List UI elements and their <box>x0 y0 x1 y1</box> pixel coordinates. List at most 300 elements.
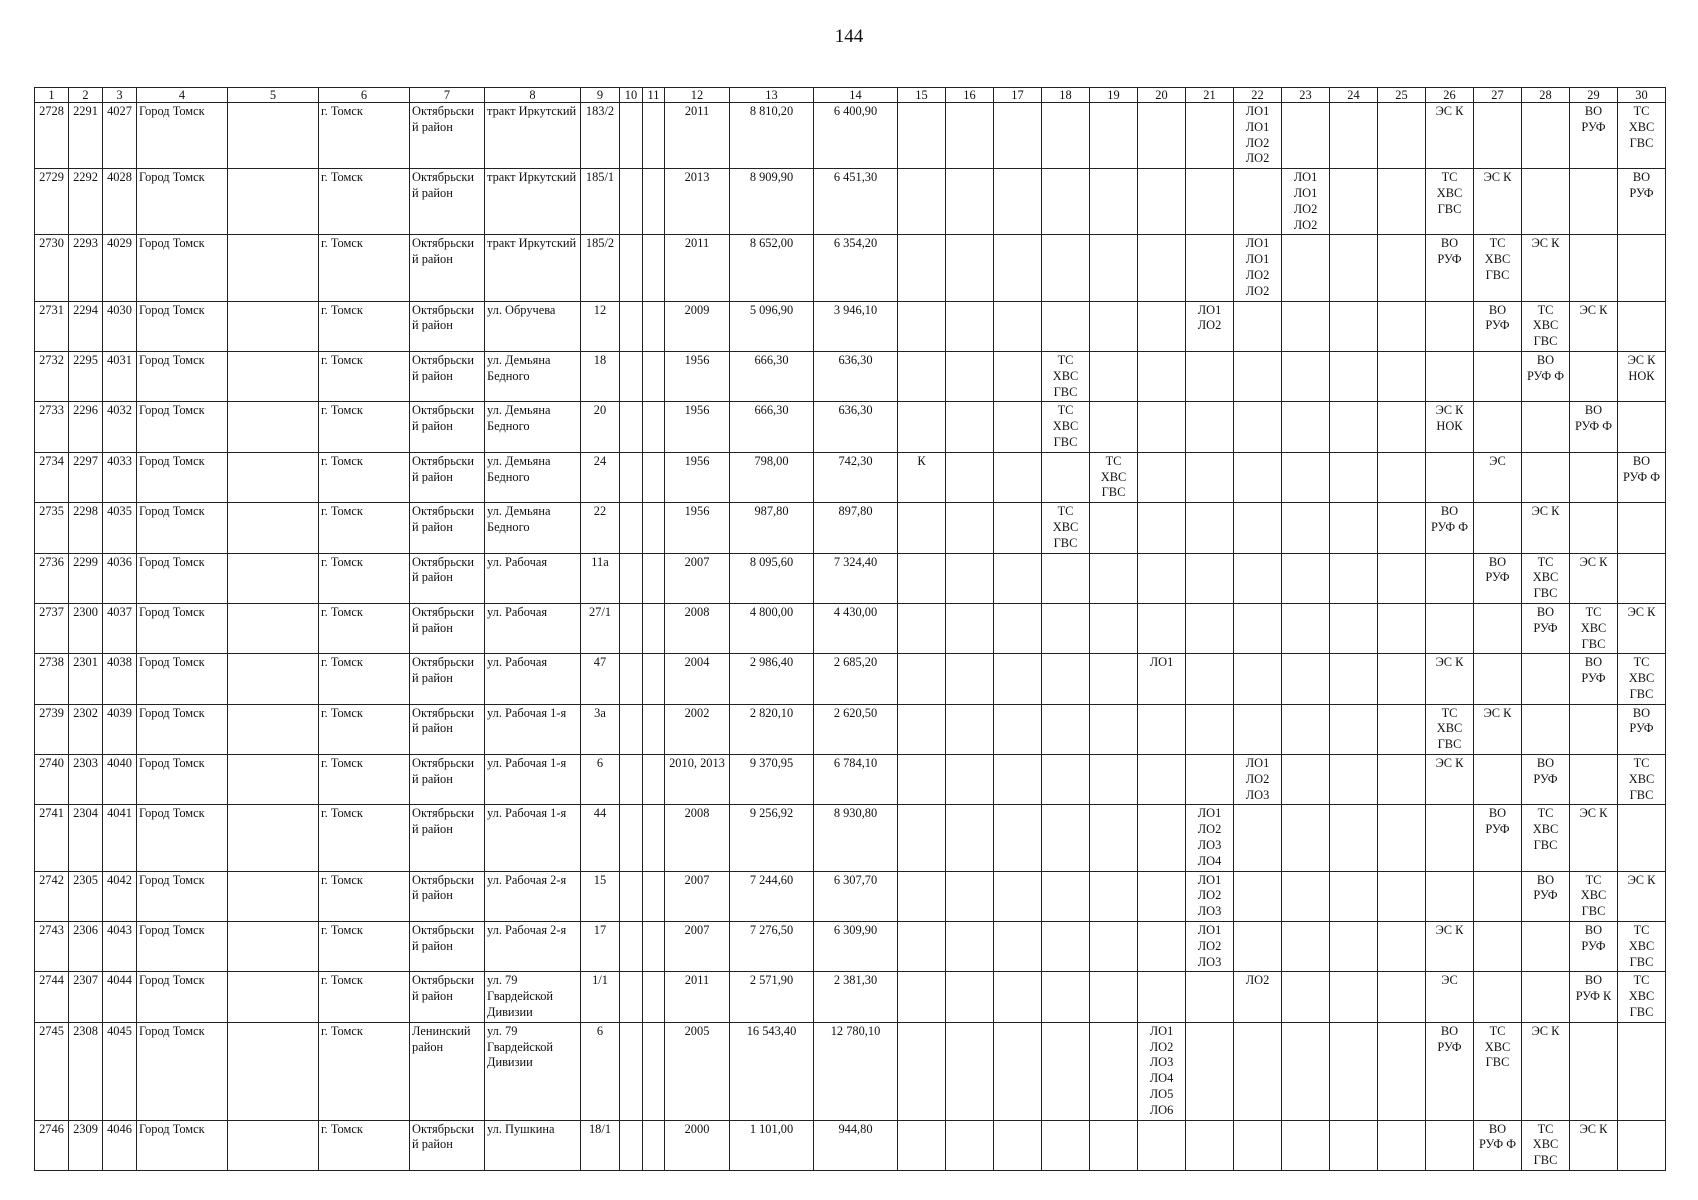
cell-col-23 <box>1282 603 1330 653</box>
cell-c11 <box>643 871 665 921</box>
cell-col-25 <box>1378 1022 1426 1120</box>
cell-col-16 <box>946 805 994 871</box>
cell-col-23 <box>1282 351 1330 401</box>
cell-year: 2008 <box>665 603 730 653</box>
cell-col-29: ЭС К <box>1570 301 1618 351</box>
cell-code: 4027 <box>103 103 137 169</box>
table-row <box>35 972 1666 1022</box>
cell-municipality: Город Томск <box>137 755 228 805</box>
cell-area-living: 742,30 <box>814 452 898 502</box>
table-row <box>35 235 1666 301</box>
cell-code: 4044 <box>103 972 137 1022</box>
cell-col-27 <box>1474 871 1522 921</box>
cell-col-29: ВО РУФ <box>1570 922 1618 972</box>
cell-street: ул. Пушкина <box>485 1120 581 1170</box>
column-header-3: 3 <box>103 88 137 103</box>
cell-municipality: Город Томск <box>137 553 228 603</box>
cell-col-19 <box>1090 603 1138 653</box>
column-header-22: 22 <box>1234 88 1282 103</box>
column-header-13: 13 <box>730 88 814 103</box>
cell-code: 4032 <box>103 402 137 452</box>
cell-district: Октябрьски й район <box>410 805 485 871</box>
cell-col-19 <box>1090 553 1138 603</box>
cell-year: 2011 <box>665 972 730 1022</box>
cell-col-16 <box>946 301 994 351</box>
cell-col-18 <box>1042 1120 1090 1170</box>
cell-col-16 <box>946 755 994 805</box>
cell-col-21: ЛО1 ЛО2 ЛО3 <box>1186 922 1234 972</box>
cell-col-28: ВО РУФ <box>1522 871 1570 921</box>
cell-reg: 2293 <box>69 235 103 301</box>
cell-col-23 <box>1282 704 1330 754</box>
cell-col-22: ЛО1 ЛО2 ЛО3 <box>1234 755 1282 805</box>
cell-col-23 <box>1282 301 1330 351</box>
cell-c11 <box>643 972 665 1022</box>
cell-c10 <box>620 972 643 1022</box>
cell-col-26 <box>1426 805 1474 871</box>
cell-col-17 <box>994 103 1042 169</box>
cell-year: 2007 <box>665 871 730 921</box>
cell-col-26 <box>1426 301 1474 351</box>
cell-col-23 <box>1282 503 1330 553</box>
cell-c10 <box>620 235 643 301</box>
cell-c5 <box>228 805 319 871</box>
cell-col-28: ВО РУФ <box>1522 755 1570 805</box>
column-header-8: 8 <box>485 88 581 103</box>
cell-col-18 <box>1042 922 1090 972</box>
cell-district: Ленинский район <box>410 1022 485 1120</box>
cell-house: 18/1 <box>581 1120 620 1170</box>
cell-c5 <box>228 351 319 401</box>
cell-col-19 <box>1090 103 1138 169</box>
cell-code: 4040 <box>103 755 137 805</box>
cell-col-30 <box>1618 402 1666 452</box>
cell-col-26: ЭС К НОК <box>1426 402 1474 452</box>
cell-c5 <box>228 169 319 235</box>
cell-col-19 <box>1090 704 1138 754</box>
cell-col-22 <box>1234 805 1282 871</box>
cell-c11 <box>643 922 665 972</box>
cell-col-21 <box>1186 603 1234 653</box>
cell-col-22 <box>1234 553 1282 603</box>
cell-reg: 2309 <box>69 1120 103 1170</box>
cell-col-20 <box>1138 103 1186 169</box>
cell-municipality: Город Томск <box>137 972 228 1022</box>
cell-col-22 <box>1234 452 1282 502</box>
cell-street: ул. Демьяна Бедного <box>485 402 581 452</box>
cell-municipality: Город Томск <box>137 704 228 754</box>
cell-c5 <box>228 452 319 502</box>
cell-c10 <box>620 553 643 603</box>
cell-street: ул. Рабочая 1-я <box>485 755 581 805</box>
cell-col-25 <box>1378 654 1426 704</box>
cell-col-19 <box>1090 351 1138 401</box>
cell-c10 <box>620 351 643 401</box>
cell-col-17 <box>994 503 1042 553</box>
cell-area-total: 7 244,60 <box>730 871 814 921</box>
cell-col-29: ВО РУФ <box>1570 103 1618 169</box>
cell-house: 24 <box>581 452 620 502</box>
cell-col-22 <box>1234 1022 1282 1120</box>
cell-col-16 <box>946 169 994 235</box>
cell-col-19 <box>1090 654 1138 704</box>
cell-city: г. Томск <box>319 503 410 553</box>
cell-year: 2007 <box>665 922 730 972</box>
cell-col-28: ТС ХВС ГВС <box>1522 553 1570 603</box>
cell-c10 <box>620 1120 643 1170</box>
cell-col-22: ЛО1 ЛО1 ЛО2 ЛО2 <box>1234 235 1282 301</box>
cell-col-16 <box>946 871 994 921</box>
cell-col-20 <box>1138 503 1186 553</box>
cell-street: тракт Иркутский <box>485 235 581 301</box>
cell-house: 22 <box>581 503 620 553</box>
cell-col-24 <box>1330 452 1378 502</box>
cell-house: 11а <box>581 553 620 603</box>
cell-col-21 <box>1186 169 1234 235</box>
cell-col-15 <box>898 103 946 169</box>
cell-col-26: ТС ХВС ГВС <box>1426 704 1474 754</box>
cell-c5 <box>228 972 319 1022</box>
cell-col-30: ЭС К <box>1618 871 1666 921</box>
cell-c10 <box>620 922 643 972</box>
column-header-26: 26 <box>1426 88 1474 103</box>
cell-col-27 <box>1474 922 1522 972</box>
cell-col-28: ВО РУФ Ф <box>1522 351 1570 401</box>
cell-col-15 <box>898 704 946 754</box>
cell-house: 15 <box>581 871 620 921</box>
cell-col-25 <box>1378 402 1426 452</box>
cell-col-26: ЭС К <box>1426 922 1474 972</box>
cell-col-20 <box>1138 553 1186 603</box>
cell-col-27: ТС ХВС ГВС <box>1474 235 1522 301</box>
cell-house: 27/1 <box>581 603 620 653</box>
cell-col-15 <box>898 235 946 301</box>
cell-street: ул. Обручева <box>485 301 581 351</box>
cell-col-25 <box>1378 235 1426 301</box>
cell-municipality: Город Томск <box>137 1120 228 1170</box>
cell-col-24 <box>1330 755 1378 805</box>
cell-col-18 <box>1042 654 1090 704</box>
cell-col-21 <box>1186 1120 1234 1170</box>
column-header-10: 10 <box>620 88 643 103</box>
cell-municipality: Город Томск <box>137 654 228 704</box>
cell-col-18 <box>1042 871 1090 921</box>
cell-col-15 <box>898 169 946 235</box>
cell-col-21: ЛО1 ЛО2 ЛО3 <box>1186 871 1234 921</box>
cell-col-27: ВО РУФ <box>1474 301 1522 351</box>
cell-c11 <box>643 704 665 754</box>
cell-c10 <box>620 603 643 653</box>
cell-col-15 <box>898 503 946 553</box>
cell-col-28 <box>1522 922 1570 972</box>
column-header-17: 17 <box>994 88 1042 103</box>
cell-district: Октябрьски й район <box>410 922 485 972</box>
cell-col-22 <box>1234 351 1282 401</box>
cell-col-23 <box>1282 1120 1330 1170</box>
cell-area-living: 2 381,30 <box>814 972 898 1022</box>
cell-col-28: ЭС К <box>1522 503 1570 553</box>
cell-col-20 <box>1138 235 1186 301</box>
cell-c5 <box>228 922 319 972</box>
cell-reg: 2307 <box>69 972 103 1022</box>
cell-col-15 <box>898 654 946 704</box>
cell-district: Октябрьски й район <box>410 704 485 754</box>
cell-house: 6 <box>581 1022 620 1120</box>
cell-col-17 <box>994 654 1042 704</box>
cell-c5 <box>228 553 319 603</box>
cell-house: 185/1 <box>581 169 620 235</box>
cell-col-23 <box>1282 972 1330 1022</box>
cell-col-21 <box>1186 704 1234 754</box>
cell-col-26: ЭС К <box>1426 755 1474 805</box>
column-header-23: 23 <box>1282 88 1330 103</box>
cell-col-21 <box>1186 235 1234 301</box>
cell-street: ул. 79 Гвардейской Дивизии <box>485 972 581 1022</box>
cell-id: 2741 <box>35 805 69 871</box>
cell-col-30: ВО РУФ <box>1618 704 1666 754</box>
cell-col-25 <box>1378 452 1426 502</box>
table-row <box>35 169 1666 235</box>
cell-area-living: 12 780,10 <box>814 1022 898 1120</box>
cell-code: 4041 <box>103 805 137 871</box>
cell-col-18 <box>1042 301 1090 351</box>
cell-year: 2011 <box>665 103 730 169</box>
cell-col-25 <box>1378 871 1426 921</box>
cell-col-16 <box>946 503 994 553</box>
cell-col-30: ТС ХВС ГВС <box>1618 654 1666 704</box>
cell-col-22 <box>1234 301 1282 351</box>
cell-area-living: 6 451,30 <box>814 169 898 235</box>
cell-col-17 <box>994 1022 1042 1120</box>
cell-city: г. Томск <box>319 805 410 871</box>
cell-col-28 <box>1522 704 1570 754</box>
cell-col-27: ЭС К <box>1474 169 1522 235</box>
cell-col-27 <box>1474 654 1522 704</box>
cell-col-24 <box>1330 972 1378 1022</box>
cell-col-25 <box>1378 922 1426 972</box>
cell-c11 <box>643 1120 665 1170</box>
cell-municipality: Город Томск <box>137 235 228 301</box>
cell-reg: 2304 <box>69 805 103 871</box>
cell-house: 47 <box>581 654 620 704</box>
cell-col-27: ТС ХВС ГВС <box>1474 1022 1522 1120</box>
cell-municipality: Город Томск <box>137 351 228 401</box>
cell-col-16 <box>946 452 994 502</box>
cell-col-22 <box>1234 1120 1282 1170</box>
cell-city: г. Томск <box>319 1022 410 1120</box>
cell-area-living: 636,30 <box>814 351 898 401</box>
page-number: 144 <box>834 26 864 47</box>
cell-col-23 <box>1282 1022 1330 1120</box>
cell-c5 <box>228 755 319 805</box>
cell-area-living: 6 309,90 <box>814 922 898 972</box>
cell-col-24 <box>1330 553 1378 603</box>
cell-col-24 <box>1330 503 1378 553</box>
cell-reg: 2303 <box>69 755 103 805</box>
cell-house: 44 <box>581 805 620 871</box>
cell-col-25 <box>1378 1120 1426 1170</box>
cell-street: ул. Рабочая <box>485 603 581 653</box>
cell-col-25 <box>1378 603 1426 653</box>
cell-col-27 <box>1474 503 1522 553</box>
cell-col-17 <box>994 301 1042 351</box>
cell-c11 <box>643 103 665 169</box>
cell-col-30: ЭС К НОК <box>1618 351 1666 401</box>
cell-col-21 <box>1186 972 1234 1022</box>
cell-area-living: 6 354,20 <box>814 235 898 301</box>
cell-city: г. Томск <box>319 169 410 235</box>
column-header-12: 12 <box>665 88 730 103</box>
cell-area-living: 2 685,20 <box>814 654 898 704</box>
cell-col-16 <box>946 103 994 169</box>
cell-col-15 <box>898 805 946 871</box>
table-row <box>35 1022 1666 1120</box>
cell-col-15: К <box>898 452 946 502</box>
table-row <box>35 603 1666 653</box>
cell-col-21 <box>1186 654 1234 704</box>
column-header-21: 21 <box>1186 88 1234 103</box>
cell-col-19 <box>1090 805 1138 871</box>
cell-col-16 <box>946 654 994 704</box>
cell-c11 <box>643 755 665 805</box>
cell-area-living: 6 400,90 <box>814 103 898 169</box>
cell-area-total: 8 909,90 <box>730 169 814 235</box>
cell-area-total: 2 571,90 <box>730 972 814 1022</box>
column-header-1: 1 <box>35 88 69 103</box>
cell-district: Октябрьски й район <box>410 871 485 921</box>
cell-col-20 <box>1138 603 1186 653</box>
cell-col-21 <box>1186 351 1234 401</box>
cell-id: 2729 <box>35 169 69 235</box>
cell-col-22 <box>1234 603 1282 653</box>
cell-city: г. Томск <box>319 103 410 169</box>
cell-district: Октябрьски й район <box>410 1120 485 1170</box>
cell-district: Октябрьски й район <box>410 301 485 351</box>
cell-col-26 <box>1426 351 1474 401</box>
cell-id: 2745 <box>35 1022 69 1120</box>
cell-area-total: 7 276,50 <box>730 922 814 972</box>
cell-year: 2000 <box>665 1120 730 1170</box>
cell-col-26: ЭС К <box>1426 654 1474 704</box>
cell-col-27 <box>1474 755 1522 805</box>
cell-col-27: ЭС <box>1474 452 1522 502</box>
cell-col-27 <box>1474 603 1522 653</box>
cell-reg: 2296 <box>69 402 103 452</box>
cell-year: 1956 <box>665 402 730 452</box>
cell-district: Октябрьски й район <box>410 169 485 235</box>
cell-col-20 <box>1138 972 1186 1022</box>
cell-area-living: 4 430,00 <box>814 603 898 653</box>
cell-col-27 <box>1474 103 1522 169</box>
cell-c11 <box>643 654 665 704</box>
cell-area-living: 897,80 <box>814 503 898 553</box>
cell-c11 <box>643 301 665 351</box>
cell-area-total: 4 800,00 <box>730 603 814 653</box>
cell-col-28: ЭС К <box>1522 1022 1570 1120</box>
cell-code: 4037 <box>103 603 137 653</box>
cell-city: г. Томск <box>319 603 410 653</box>
cell-col-25 <box>1378 503 1426 553</box>
column-header-15: 15 <box>898 88 946 103</box>
column-header-25: 25 <box>1378 88 1426 103</box>
column-header-29: 29 <box>1570 88 1618 103</box>
cell-reg: 2291 <box>69 103 103 169</box>
cell-col-17 <box>994 553 1042 603</box>
cell-district: Октябрьски й район <box>410 452 485 502</box>
cell-house: 6 <box>581 755 620 805</box>
cell-col-24 <box>1330 103 1378 169</box>
cell-col-15 <box>898 402 946 452</box>
cell-c5 <box>228 402 319 452</box>
cell-reg: 2292 <box>69 169 103 235</box>
cell-reg: 2299 <box>69 553 103 603</box>
cell-col-24 <box>1330 169 1378 235</box>
cell-c11 <box>643 235 665 301</box>
cell-col-30 <box>1618 503 1666 553</box>
cell-municipality: Город Томск <box>137 1022 228 1120</box>
cell-col-19 <box>1090 755 1138 805</box>
table-row <box>35 755 1666 805</box>
column-header-19: 19 <box>1090 88 1138 103</box>
cell-col-26: ТС ХВС ГВС <box>1426 169 1474 235</box>
cell-id: 2735 <box>35 503 69 553</box>
cell-col-23 <box>1282 235 1330 301</box>
cell-col-17 <box>994 972 1042 1022</box>
cell-col-24 <box>1330 301 1378 351</box>
cell-city: г. Томск <box>319 871 410 921</box>
cell-col-24 <box>1330 603 1378 653</box>
cell-c11 <box>643 603 665 653</box>
cell-c11 <box>643 402 665 452</box>
cell-year: 2002 <box>665 704 730 754</box>
cell-col-21 <box>1186 452 1234 502</box>
cell-street: ул. Рабочая 2-я <box>485 922 581 972</box>
cell-col-21 <box>1186 103 1234 169</box>
cell-col-27: ВО РУФ Ф <box>1474 1120 1522 1170</box>
cell-municipality: Город Томск <box>137 871 228 921</box>
cell-street: ул. Демьяна Бедного <box>485 503 581 553</box>
cell-col-17 <box>994 1120 1042 1170</box>
cell-year: 2011 <box>665 235 730 301</box>
cell-col-21 <box>1186 503 1234 553</box>
column-header-16: 16 <box>946 88 994 103</box>
cell-col-16 <box>946 1120 994 1170</box>
cell-c11 <box>643 805 665 871</box>
cell-reg: 2300 <box>69 603 103 653</box>
cell-area-living: 2 620,50 <box>814 704 898 754</box>
cell-city: г. Томск <box>319 235 410 301</box>
column-header-24: 24 <box>1330 88 1378 103</box>
cell-col-19 <box>1090 871 1138 921</box>
cell-district: Октябрьски й район <box>410 235 485 301</box>
cell-city: г. Томск <box>319 402 410 452</box>
cell-col-26: ВО РУФ Ф <box>1426 503 1474 553</box>
cell-col-25 <box>1378 972 1426 1022</box>
cell-col-30: ВО РУФ Ф <box>1618 452 1666 502</box>
table-row <box>35 871 1666 921</box>
cell-col-18 <box>1042 235 1090 301</box>
cell-col-17 <box>994 704 1042 754</box>
cell-col-26: ЭС <box>1426 972 1474 1022</box>
cell-c5 <box>228 654 319 704</box>
cell-street: ул. Демьяна Бедного <box>485 452 581 502</box>
table-row <box>35 654 1666 704</box>
cell-area-total: 666,30 <box>730 351 814 401</box>
cell-col-27: ВО РУФ <box>1474 553 1522 603</box>
cell-col-24 <box>1330 1022 1378 1120</box>
cell-col-30: ТС ХВС ГВС <box>1618 972 1666 1022</box>
cell-area-total: 2 986,40 <box>730 654 814 704</box>
